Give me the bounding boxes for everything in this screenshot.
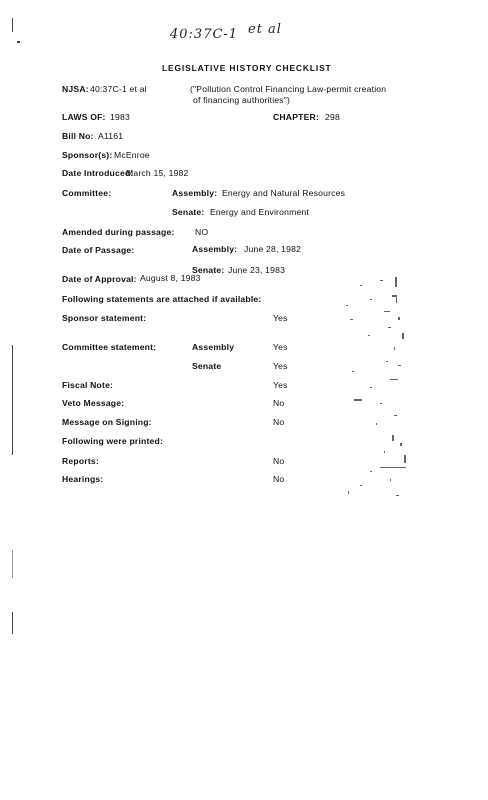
committee-label: Committee: <box>62 188 112 198</box>
chapter-label: CHAPTER: <box>273 112 319 122</box>
date-introduced-label: Date Introduced: <box>62 168 134 178</box>
message-on-signing-value: No <box>273 417 285 427</box>
reports-label: Reports: <box>62 456 99 466</box>
amended-value: NO <box>195 227 209 237</box>
message-on-signing-label: Message on Signing: <box>62 417 152 427</box>
bill-no-label: Bill No: <box>62 131 94 141</box>
fiscal-note-value: Yes <box>273 380 288 390</box>
sponsor-statement-label: Sponsor statement: <box>62 313 147 323</box>
approval-label: Date of Approval: <box>62 274 137 284</box>
attached-heading: Following statements are attached if available: <box>62 294 262 304</box>
approval-value: August 8, 1983 <box>140 273 201 283</box>
committee-statement-senate-label: Senate <box>192 361 222 371</box>
page-title: LEGISLATIVE HISTORY CHECKLIST <box>162 63 332 73</box>
njsa-value: 40:37C-1 et al <box>90 84 147 94</box>
fiscal-note-label: Fiscal Note: <box>62 380 114 390</box>
date-introduced-value: March 15, 1982 <box>126 168 189 178</box>
committee-assembly-label: Assembly: <box>172 188 218 198</box>
njsa-description-line2: of financing authorities") <box>193 95 291 105</box>
committee-statement-senate-value: Yes <box>273 361 288 371</box>
amended-label: Amended during passage: <box>62 227 175 237</box>
njsa-label: NJSA: <box>62 84 89 94</box>
handwritten-etal: et al <box>248 22 282 37</box>
passage-assembly-value: June 28, 1982 <box>244 244 302 254</box>
reports-value: No <box>273 456 285 466</box>
passage-label: Date of Passage: <box>62 245 135 255</box>
scan-noise <box>340 275 420 505</box>
veto-message-label: Veto Message: <box>62 398 125 408</box>
passage-senate-label: Senate: <box>192 265 225 275</box>
scan-mark <box>12 345 13 455</box>
committee-statement-label: Committee statement: <box>62 342 157 352</box>
sponsor-label: Sponsor(s): <box>62 150 113 160</box>
laws-of-label: LAWS OF: <box>62 112 106 122</box>
committee-statement-assembly-value: Yes <box>273 342 288 352</box>
veto-message-value: No <box>273 398 285 408</box>
njsa-description-line1: ("Pollution Control Financing Law-permit creation <box>190 84 387 94</box>
printed-heading: Following were printed: <box>62 436 164 446</box>
committee-assembly-value: Energy and Natural Resources <box>222 188 346 198</box>
committee-senate-value: Energy and Environment <box>210 207 309 217</box>
chapter-value: 298 <box>325 112 340 122</box>
scan-mark <box>17 41 20 43</box>
hearings-value: No <box>273 474 285 484</box>
sponsor-statement-value: Yes <box>273 313 288 323</box>
committee-statement-assembly-label: Assembly <box>192 342 235 352</box>
committee-senate-label: Senate: <box>172 207 205 217</box>
sponsor-value: McEnroe <box>114 150 150 160</box>
handwritten-citation: 40:37C-1 <box>170 27 239 42</box>
bill-no-value: A1161 <box>98 131 124 141</box>
passage-assembly-label: Assembly: <box>192 244 238 254</box>
laws-of-value: 1983 <box>110 112 130 122</box>
hearings-label: Hearings: <box>62 474 104 484</box>
scan-mark <box>12 612 13 634</box>
passage-senate-value: June 23, 1983 <box>228 265 286 275</box>
scan-mark <box>12 550 13 578</box>
scan-mark <box>12 18 13 32</box>
